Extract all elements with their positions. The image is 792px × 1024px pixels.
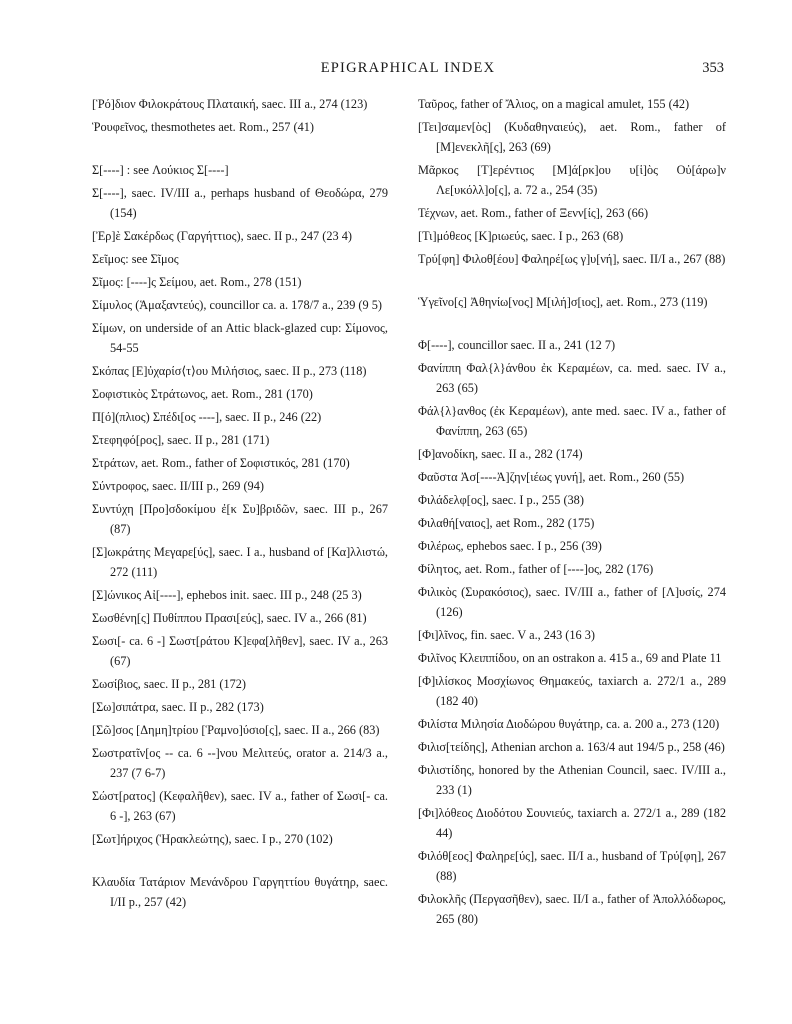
index-entry: [Σῶ]σος [Δημη]τρίου [Ῥαμνο]ύσιο[ς], saec. II a., 266 (83) xyxy=(92,723,380,737)
index-entry: Φιλίστα Μιλησία Διοδώρου θυγάτηρ, ca. a. 200 a., 273 (120) xyxy=(418,717,720,731)
section-gap xyxy=(418,272,726,292)
index-entry: Ὑγεῖνο[ς] Ἀθηνίω[νος] Μ[ιλή]σ[ιος], aet. Rom., 273 (119) xyxy=(418,295,708,309)
page-number: 353 xyxy=(702,60,724,76)
index-entry: Σῖμος: [----]ς Σείμου, aet. Rom., 278 (151) xyxy=(92,275,302,289)
index-entry: Σωσι[- ca. 6 -] Σωστ[ράτου Κ]εφα[λῆθεν], saec. IV a., 263 (67) xyxy=(92,634,388,668)
index-entry: Φιλάδελφ[ος], saec. I p., 255 (38) xyxy=(418,493,584,507)
index-entry: [Φι]λῖνος, fin. saec. V a., 243 (16 3) xyxy=(418,628,596,642)
index-entry: [Ῥό]διον Φιλοκράτους Πλαταική, saec. III a., 274 (123) xyxy=(92,97,368,111)
left-column xyxy=(92,94,388,915)
index-entry: Φιλαθή[ναιος], aet Rom., 282 (175) xyxy=(418,516,595,530)
index-entry: Ταῦρος, father of Ἄλιος, on a magical amulet, 155 (42) xyxy=(418,97,690,111)
index-entry: Σ[----] : see Λούκιος Σ[----] xyxy=(92,163,229,177)
index-entry: Τέχνων, aet. Rom., father of Ξενν[ίς], 263 (66) xyxy=(418,206,649,220)
index-entry: [Τει]σαμεν[ὸς] (Κυδαθηναιεύς), aet. Rom., father of [Μ]ενεκλῆ[ς], 263 (69) xyxy=(418,120,726,154)
index-entry: Σωστρατῖν[ος -- ca. 6 --]νου Μελιτεύς, orator a. 214/3 a., 237 (7 6-7) xyxy=(92,746,388,780)
index-entry: Μᾶρκος [Τ]ερέντιος [Μ]ά[ρκ]ου υ[ἱ]ὸς Οὐ[άρω]ν Λε[υκόλλ]ο[ς], a. 72 a., 254 (35) xyxy=(418,163,726,197)
index-entry: [Φ]ανοδίκη, saec. II a., 282 (174) xyxy=(418,447,583,461)
right-column xyxy=(418,94,726,932)
index-entry: Σ[----], saec. IV/III a., perhaps husband of Θεοδώρα, 279 (154) xyxy=(92,186,388,220)
index-entry: Σοφιστικὸς Στράτωνος, aet. Rom., 281 (170) xyxy=(92,387,313,401)
index-entry: Φάλ{λ}ανθος (ἐκ Κεραμέων), ante med. saec. IV a., father of Φανίππη, 263 (65) xyxy=(418,404,726,438)
index-entry: Φιλέρως, ephebos saec. I p., 256 (39) xyxy=(418,539,602,553)
index-entry: Κλαυδία Τατάριον Μενάνδρου Γαργηττίου θυγάτηρ, saec. I/II p., 257 (42) xyxy=(92,875,388,909)
index-entry: Φαῦστα Ἀσ[----Ἀ]ζην[ιέως γυνή], aet. Rom., 260 (55) xyxy=(418,470,685,484)
index-entry: Φιλισ[τείδης], Athenian archon a. 163/4 aut 194/5 p., 258 (46) xyxy=(418,740,725,754)
index-entry: [Σ]ώνικος Αἰ[----], ephebos init. saec. III p., 248 (25 3) xyxy=(92,588,362,602)
index-entry: Φιλοκλῆς (Περγασῆθεν), saec. II/I a., father of Ἀπολλόδωρος, 265 (80) xyxy=(418,892,726,926)
index-entry: Ῥουφεῖνος, thesmothetes aet. Rom., 257 (41) xyxy=(92,120,314,134)
index-entry: Φιλικὸς (Συρακόσιος), saec. IV/III a., father of [Λ]υσίς, 274 (126) xyxy=(418,585,726,619)
index-entry: [Σω]σιπάτρα, saec. II p., 282 (173) xyxy=(92,700,264,714)
index-entry: Φ[----], councillor saec. II a., 241 (12 7) xyxy=(418,338,616,352)
index-entry: [Φ]ιλίσκος Μοσχίωνος Θημακεύς, taxiarch a. 272/1 a., 289 (182 40) xyxy=(418,674,726,708)
index-entry: Τρύ[φη] Φιλοθ[έου] Φαληρέ[ως γ]υ[νή], saec. II/I a., 267 (88) xyxy=(418,252,726,266)
index-entry: Φανίππη Φαλ{λ}άνθου ἐκ Κεραμέων, ca. med. saec. IV a., 263 (65) xyxy=(418,361,726,395)
index-entry: Σίμυλος (Ἁμαξαντεύς), councillor ca. a. 178/7 a., 239 (9 5) xyxy=(92,298,382,312)
index-entry: Σωσθένη[ς] Πυθίππου Πρασι[εύς], saec. IV a., 266 (81) xyxy=(92,611,367,625)
index-entry: Φιλόθ[εος] Φαληρε[ύς], saec. II/I a., husband of Τρύ[φη], 267 (88) xyxy=(418,849,726,883)
index-entry: [Ἐρ]ὲ Σακέρδως (Γαργήττιος), saec. II p., 247 (23 4) xyxy=(92,229,352,243)
running-title: EPIGRAPHICAL INDEX xyxy=(320,60,496,76)
index-entry: Φιλῖνος Κλειππίδου, on an ostrakon a. 415 a., 69 and Plate 11 xyxy=(418,651,722,665)
index-entry: Φίλητος, aet. Rom., father of [----]ος, 282 (176) xyxy=(418,562,654,576)
index-entry: Σωσίβιος, saec. II p., 281 (172) xyxy=(92,677,247,691)
index-entry: Στεφηφό[ρος], saec. II p., 281 (171) xyxy=(92,433,270,447)
index-entry: [Σ]ωκράτης Μεγαρε[ύς], saec. I a., husband of [Κα]λλιστώ, 272 (111) xyxy=(92,545,388,579)
index-entry: Σκόπας [Ε]ὐχαρίσ⟨τ⟩ου Μιλήσιος, saec. II p., 273 (118) xyxy=(92,364,367,378)
index-entry: Σίμων, on underside of an Attic black-glazed cup: Σίμονος, 54-55 xyxy=(92,321,388,355)
section-gap xyxy=(92,140,388,160)
index-entry: [Τι]μόθεος [Κ]ριωεύς, saec. I p., 263 (68) xyxy=(418,229,624,243)
index-entry: Σώστ[ρατος] (Κεφαλῆθεν), saec. IV a., father of Σωσι[- ca. 6 -], 263 (67) xyxy=(92,789,388,823)
index-entry: [Σωτ]ήριχος (Ἡρακλεώτης), saec. I p., 270 (102) xyxy=(92,832,333,846)
section-gap xyxy=(92,852,388,872)
index-entry: Φιλιστίδης, honored by the Athenian Council, saec. IV/III a., 233 (1) xyxy=(418,763,726,797)
index-entry: Π[ό](πλιος) Σπέδι[ος ----], saec. II p., 246 (22) xyxy=(92,410,322,424)
index-entry: Συντύχη [Προ]σδοκίμου ἐ[κ Συ]βριδῶν, saec. III p., 267 (87) xyxy=(92,502,388,536)
index-entry: Στράτων, aet. Rom., father of Σοφιστικός, 281 (170) xyxy=(92,456,350,470)
section-gap xyxy=(418,315,726,335)
index-entry: Σύντροφος, saec. II/III p., 269 (94) xyxy=(92,479,264,493)
page-header xyxy=(92,60,724,80)
index-entry: Σεῖμος: see Σῖμος xyxy=(92,252,179,266)
index-entry: [Φι]λόθεος Διοδότου Σουνιεύς, taxiarch a. 272/1 a., 289 (182 44) xyxy=(418,806,726,840)
